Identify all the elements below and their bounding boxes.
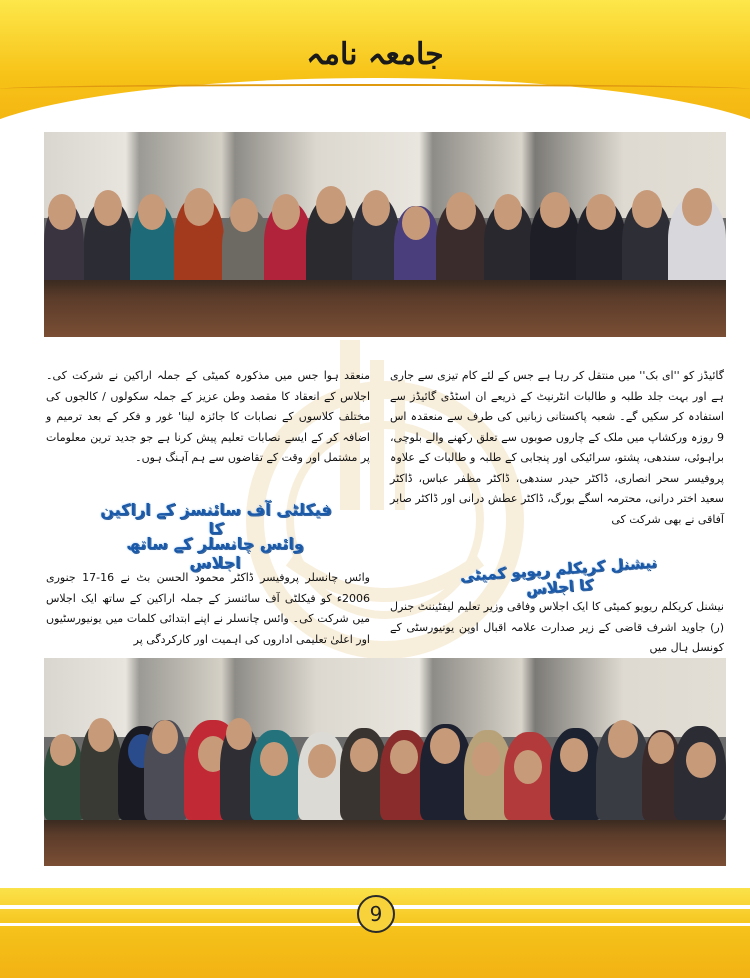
article-column-left: منعقد ہوا جس میں مذکورہ کمیٹی کے جملہ اراکین نے شرکت کی۔ اجلاس کے انعقاد کا مقصد وطن عزیز کے جملہ سکولوں / کالجوں کی مختلف کلاسوں کے نصابات کا جائزہ لینا' غور و فکر کے بعد ترمیم و اضافہ کر کے ایسے نصابات تعلیم پیش کرنا ہے جو جدید ترین معلومات پر مشتمل اور وقت کے تقاضوں سے ہم آہنگ ہوں۔ — [46, 369, 370, 464]
photo-head — [472, 742, 500, 776]
photo-head — [362, 190, 390, 226]
photo-head — [632, 190, 662, 228]
photo-head — [184, 188, 214, 226]
photo-head — [94, 190, 122, 226]
photo-head — [272, 194, 300, 230]
photo-head — [226, 718, 252, 750]
photo-head — [316, 186, 346, 224]
photo-head — [560, 738, 588, 772]
photo-head — [514, 750, 542, 784]
top-meeting-photo — [44, 132, 726, 337]
photo-head — [390, 740, 418, 774]
photo-head — [402, 206, 430, 240]
photo-table — [44, 280, 726, 337]
photo-head — [138, 194, 166, 230]
header-rule — [0, 84, 750, 94]
photo-table — [44, 820, 726, 866]
photo-head — [446, 192, 476, 230]
heading-vc-meeting: وائس چانسلر کے ساتھ اجلاس — [126, 534, 304, 572]
article-column-right-lower: نیشنل کریکلم ریویو کمیٹی کا ایک اجلاس وفاقی وزیر تعلیم لیفٹیننٹ جنرل (ر) جاوید اشرف قاضی کے زیر صدارت علامہ اقبال اوپن یونیورسٹی کے کونسل ہال میں — [390, 600, 724, 654]
photo-head — [586, 194, 616, 230]
heading-ncrc-meeting: نیشنل کریکلم ریویو کمیٹی کا اجلاس — [459, 553, 658, 599]
photo-head — [308, 744, 336, 778]
masthead-title: جامعہ نامہ — [306, 37, 444, 72]
photo-head — [682, 188, 712, 226]
photo-head — [686, 742, 716, 778]
photo-head — [152, 720, 178, 754]
heading-faculty-sciences: فیکلٹی آف سائنسز کے اراکین کا — [100, 500, 332, 538]
photo-head — [540, 192, 570, 228]
photo-head — [494, 194, 522, 230]
photo-head — [608, 720, 638, 758]
photo-head — [50, 734, 76, 766]
photo-head — [430, 728, 460, 764]
article-column-left-lower: وائس چانسلر پروفیسر ڈاکٹر محمود الحسن بٹ نے 16-17 جنوری 2006ء کو فیکلٹی آف سائنسز کے جملہ اراکین کے ساتھ ایک اجلاس میں شرکت کی۔ وائس چانسلر نے اپنے ابتدائی کلمات میں یونیورسٹیوں اور اعلیٰ تعلیمی اداروں کی اہمیت اور کارکردگی پر — [46, 571, 370, 646]
article-column-right: گائیڈز کو ''ای بک'' میں منتقل کر رہا ہے جس کے لئے کام تیزی سے جاری ہے اور بہت جلد طلبہ و طالبات انٹرنیٹ کے ذریعے ان اسٹڈی گائیڈز سے استفادہ کر سکیں گے۔ شعبہ پاکستانی زبانیں کی طرف سے منعقدہ اس 9 روزہ ورکشاپ میں ملک کے چاروں صوبوں سے تعلق رکھنے والے بلوچی، براہوئی، سندھی، پشتو، سرائیکی اور پنجابی کے طلبہ و طالبات کے علاوہ پروفیسر سحر انصاری، ڈاکٹر حیدر سندھی، ڈاکٹر مظفر عباس، ڈاکٹر سعید اختر درانی، محترمہ اسگے بورگ، ڈاکٹر عطش درانی اور ڈاکٹر صابر آفاقی نے بھی شرکت کی — [390, 369, 724, 526]
page-number: 9 — [357, 895, 395, 933]
photo-head — [48, 194, 76, 230]
photo-head — [230, 198, 258, 232]
bottom-meeting-photo — [44, 658, 726, 866]
photo-head — [648, 732, 674, 764]
photo-head — [260, 742, 288, 776]
photo-head — [88, 718, 114, 752]
photo-head — [350, 738, 378, 772]
